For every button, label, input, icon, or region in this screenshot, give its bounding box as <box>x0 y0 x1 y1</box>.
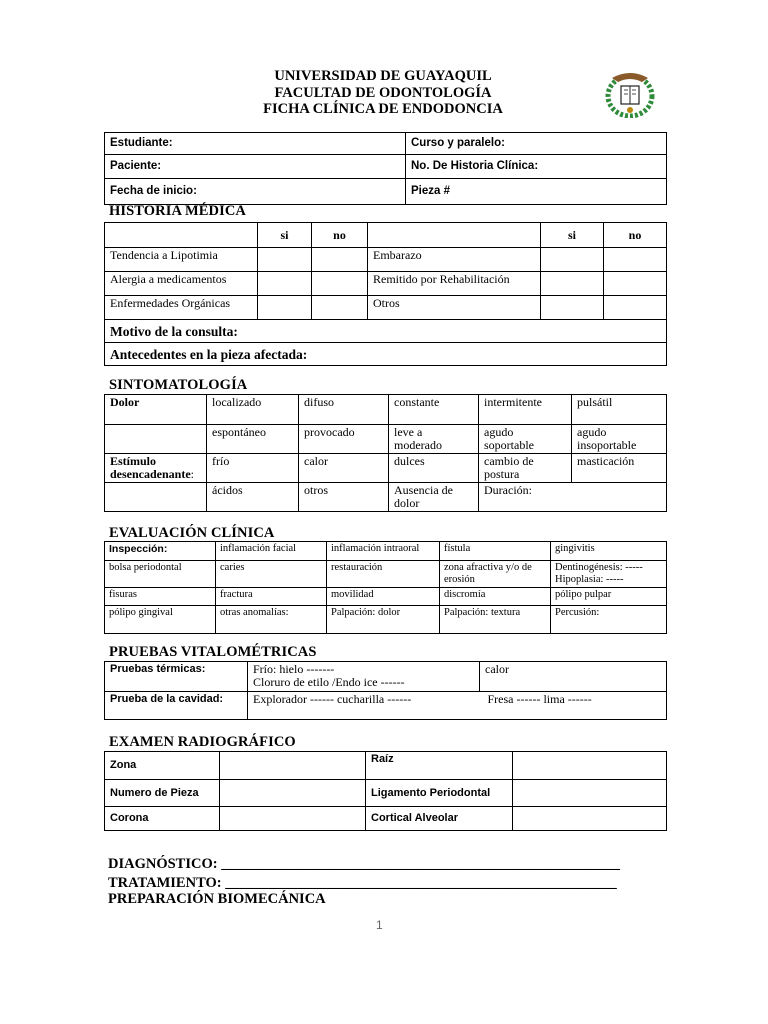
university-seal-icon <box>602 68 658 118</box>
inspeccion-label: Inspección: <box>105 542 216 561</box>
option-cell[interactable]: constante <box>389 395 479 425</box>
no-header: no <box>604 223 667 248</box>
paciente-field[interactable]: Paciente: <box>105 155 406 179</box>
option-cell[interactable]: discromía <box>440 588 551 606</box>
sintomatologia-table <box>104 394 667 512</box>
si-header: si <box>258 223 312 248</box>
cavidad-cell[interactable]: Explorador ------ cucharilla ------ Fresa ------ lima ------ <box>248 692 667 720</box>
historia-item: Remitido por Rehabilitación <box>368 272 541 296</box>
no-header: no <box>312 223 368 248</box>
option-cell[interactable]: intermitente <box>479 395 572 425</box>
option-cell[interactable]: fractura <box>216 588 327 606</box>
pieza-field[interactable]: Pieza # <box>406 179 667 205</box>
tratamiento-field[interactable]: TRATAMIENTO: ______________________________________________________ <box>108 875 617 891</box>
option-cell[interactable]: movilidad <box>327 588 440 606</box>
historia-item: Embarazo <box>368 248 541 272</box>
termicas-label: Pruebas térmicas: <box>105 662 248 692</box>
option-cell[interactable]: cambio de postura <box>479 454 572 483</box>
option-cell[interactable]: otros <box>299 483 389 512</box>
dolor-label: Dolor <box>105 395 207 425</box>
checkbox-cell[interactable] <box>604 296 667 320</box>
option-cell[interactable]: inflamación facial <box>216 542 327 561</box>
document-header <box>200 68 566 118</box>
historia-field[interactable]: No. De Historia Clínica: <box>406 155 667 179</box>
historia-item: Alergia a medicamentos <box>105 272 258 296</box>
option-cell[interactable]: ácidos <box>207 483 299 512</box>
sintomatologia-title: SINTOMATOLOGÍA <box>109 377 248 393</box>
checkbox-cell[interactable] <box>604 248 667 272</box>
input-cell[interactable] <box>513 807 667 831</box>
antecedentes-field[interactable]: Antecedentes en la pieza afectada: <box>105 343 667 366</box>
checkbox-cell[interactable] <box>604 272 667 296</box>
checkbox-cell[interactable] <box>312 248 368 272</box>
calor-cell[interactable]: calor <box>480 662 667 692</box>
duracion-field[interactable]: Duración: <box>479 483 667 512</box>
checkbox-cell[interactable] <box>312 296 368 320</box>
option-cell[interactable]: gingivitis <box>551 542 667 561</box>
option-cell[interactable]: inflamación intraoral <box>327 542 440 561</box>
option-cell[interactable]: bolsa periodontal <box>105 561 216 588</box>
numero-pieza-label: Numero de Pieza <box>105 780 220 807</box>
checkbox-cell[interactable] <box>541 272 604 296</box>
option-cell[interactable]: Palpación: textura <box>440 606 551 634</box>
radiografico-title: EXAMEN RADIOGRÁFICO <box>109 734 296 750</box>
diagnostico-field[interactable]: DIAGNÓSTICO: _______________________________________________________ <box>108 856 620 872</box>
university-name: UNIVERSIDAD DE GUAYAQUIL <box>274 68 492 84</box>
option-cell[interactable]: difuso <box>299 395 389 425</box>
cavidad-label: Prueba de la cavidad: <box>105 692 248 720</box>
estudiante-field[interactable]: Estudiante: <box>105 133 406 155</box>
historia-item: Otros <box>368 296 541 320</box>
option-cell[interactable]: fisuras <box>105 588 216 606</box>
checkbox-cell[interactable] <box>258 272 312 296</box>
option-cell[interactable]: fístula <box>440 542 551 561</box>
evaluacion-title: EVALUACIÓN CLÍNICA <box>109 525 275 541</box>
checkbox-cell[interactable] <box>312 272 368 296</box>
pruebas-table <box>104 661 667 720</box>
option-cell[interactable]: otras anomalías: <box>216 606 327 634</box>
radiografico-table <box>104 751 667 831</box>
option-cell[interactable]: caries <box>216 561 327 588</box>
input-cell[interactable] <box>513 780 667 807</box>
raiz-label: Raíz <box>366 752 513 780</box>
dentinogenesis-cell[interactable]: Dentinogénesis: ----- Hipoplasia: ----- <box>551 561 667 588</box>
estimulo-label: Estímulo desencadenante: <box>105 454 207 483</box>
page-number: 1 <box>376 918 383 932</box>
historia-item: Enfermedades Orgánicas <box>105 296 258 320</box>
motivo-field[interactable]: Motivo de la consulta: <box>105 320 667 343</box>
option-cell[interactable]: agudo insoportable <box>572 425 667 454</box>
historia-item: Tendencia a Lipotimia <box>105 248 258 272</box>
ligamento-label: Ligamento Periodontal <box>366 780 513 807</box>
checkbox-cell[interactable] <box>541 296 604 320</box>
zona-label: Zona <box>105 752 220 780</box>
option-cell[interactable]: espontáneo <box>207 425 299 454</box>
evaluacion-table <box>104 541 667 634</box>
info-table <box>104 132 667 205</box>
option-cell[interactable]: calor <box>299 454 389 483</box>
option-cell[interactable]: pólipo gingival <box>105 606 216 634</box>
option-cell[interactable]: agudo soportable <box>479 425 572 454</box>
corona-label: Corona <box>105 807 220 831</box>
historia-medica-title: HISTORIA MÉDICA <box>109 203 246 219</box>
checkbox-cell[interactable] <box>258 248 312 272</box>
option-cell[interactable]: dulces <box>389 454 479 483</box>
si-header: si <box>541 223 604 248</box>
preparacion-label: PREPARACIÓN BIOMECÁNICA <box>108 891 326 907</box>
option-cell[interactable]: pulsátil <box>572 395 667 425</box>
form-title: FICHA CLÍNICA DE ENDODONCIA <box>263 101 503 117</box>
checkbox-cell[interactable] <box>258 296 312 320</box>
option-cell[interactable]: Ausencia de dolor <box>389 483 479 512</box>
option-cell[interactable]: pólipo pulpar <box>551 588 667 606</box>
input-cell[interactable] <box>220 807 366 831</box>
faculty-name: FACULTAD DE ODONTOLOGÍA <box>274 84 492 101</box>
pruebas-title: PRUEBAS VITALOMÉTRICAS <box>109 644 317 660</box>
frio-cell[interactable]: Frío: hielo ------- Cloruro de etilo /Endo ice ------ <box>248 662 480 692</box>
curso-field[interactable]: Curso y paralelo: <box>406 133 667 155</box>
option-cell[interactable]: localizado <box>207 395 299 425</box>
cortical-label: Cortical Alveolar <box>366 807 513 831</box>
input-cell[interactable] <box>220 752 366 780</box>
option-cell[interactable]: frío <box>207 454 299 483</box>
option-cell[interactable]: Palpación: dolor <box>327 606 440 634</box>
option-cell[interactable]: Percusión: <box>551 606 667 634</box>
option-cell[interactable]: restauración <box>327 561 440 588</box>
fecha-field[interactable]: Fecha de inicio: <box>105 179 406 205</box>
historia-medica-table <box>104 222 667 366</box>
input-cell[interactable] <box>220 780 366 807</box>
option-cell[interactable]: masticación <box>572 454 667 483</box>
input-cell[interactable] <box>513 752 667 780</box>
option-cell[interactable]: leve a moderado <box>389 425 479 454</box>
checkbox-cell[interactable] <box>541 248 604 272</box>
option-cell[interactable]: zona afractiva y/o de erosión <box>440 561 551 588</box>
option-cell[interactable]: provocado <box>299 425 389 454</box>
